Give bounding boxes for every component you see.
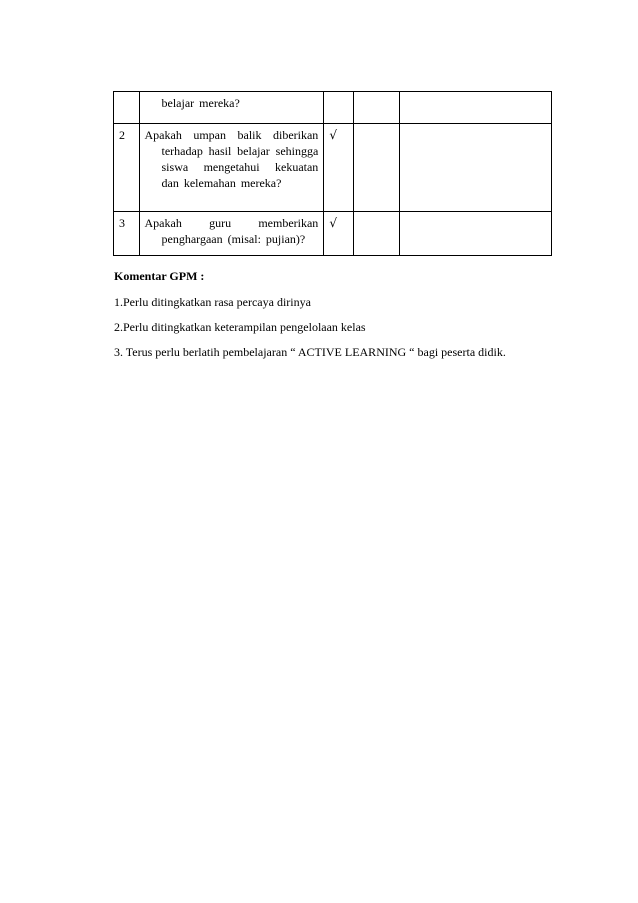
- assessment-table: [113, 91, 552, 256]
- table-row: [114, 212, 552, 256]
- notes-cell: [399, 124, 551, 212]
- notes-cell: [399, 92, 551, 124]
- checkmark: √: [329, 216, 337, 230]
- question-cell: [139, 212, 324, 256]
- checkmark: √: [329, 128, 337, 142]
- question-text: Apakah guru memberikan penghargaan (misal: pujian)?: [144, 216, 319, 246]
- comment-item-3: 3. Terus perlu berlatih pembelajaran “ ACTIVE LEARNING “ bagi peserta didik.: [114, 345, 506, 359]
- row-number-cell: [114, 92, 140, 124]
- check-cell-2: [353, 212, 399, 256]
- notes-cell: [399, 212, 551, 256]
- check-cell-2: [353, 124, 399, 212]
- question-cell: [139, 124, 324, 212]
- row-number-cell: 3: [114, 212, 140, 256]
- table-row: [114, 92, 552, 124]
- comments-title: Komentar GPM :: [114, 269, 205, 283]
- comment-item-2: 2.Perlu ditingkatkan keterampilan pengelolaan kelas: [114, 320, 366, 334]
- check-cell-1: [324, 212, 354, 256]
- question-text: Apakah umpan balik diberikan terhadap hasil belajar sehingga siswa mengetahui kekuatan dan kelemahan mereka?: [144, 128, 319, 190]
- comment-item-1: 1.Perlu ditingkatkan rasa percaya dirinya: [114, 295, 311, 309]
- check-cell-1: [324, 92, 354, 124]
- comments-section: [114, 268, 554, 369]
- row-number-cell: 2: [114, 124, 140, 212]
- table-row: [114, 124, 552, 212]
- check-cell-1: [324, 124, 354, 212]
- question-cell: [139, 92, 324, 124]
- check-cell-2: [353, 92, 399, 124]
- question-text: belajar mereka?: [161, 96, 240, 110]
